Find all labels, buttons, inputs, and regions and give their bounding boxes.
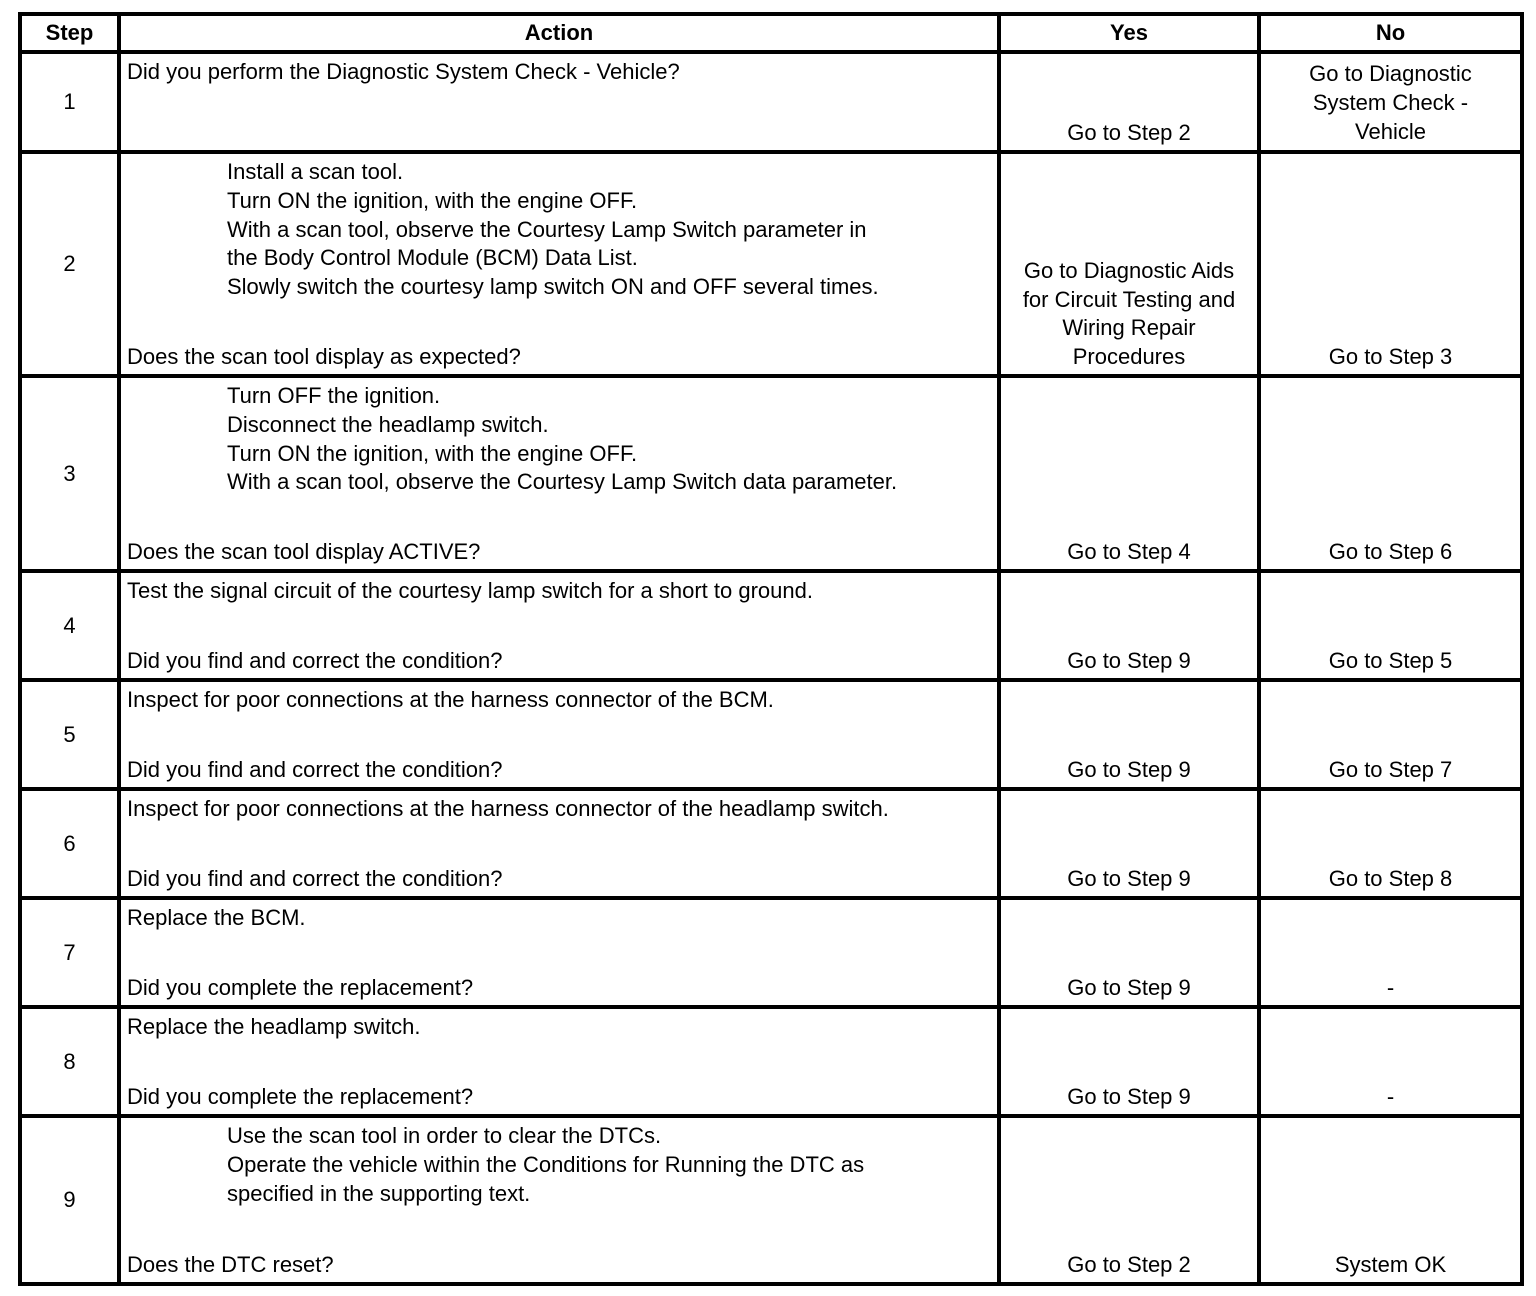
action-instruction: Inspect for poor connections at the harness connector of the BCM. [127, 687, 774, 712]
no-line: - [1386, 1084, 1395, 1110]
instruction-line: With a scan tool, observe the Courtesy Lamp Switch data parameter. [227, 469, 898, 495]
step-number: 6 [20, 789, 119, 898]
step-number: 2 [20, 152, 119, 376]
action-content [121, 378, 997, 569]
action-cell [119, 376, 999, 571]
action-instruction: Replace the BCM. [127, 905, 306, 930]
yes-line: Go to Diagnostic Aids [1023, 257, 1235, 283]
action-instructions [127, 382, 991, 497]
instruction-line: Operate the vehicle within the Conditions for Running the DTC as [227, 1151, 865, 1177]
yes-cell [999, 680, 1259, 789]
action-cell [119, 1007, 999, 1116]
step-number: 1 [20, 52, 119, 152]
action-instruction: Inspect for poor connections at the harness connector of the headlamp switch. [127, 796, 889, 821]
action-question: Did you find and correct the condition? [127, 648, 503, 674]
yes-line: Go to Step 2 [1067, 120, 1191, 146]
action-content [121, 54, 997, 150]
header-yes: Yes [999, 14, 1259, 52]
no-line: - [1386, 975, 1395, 1001]
action-question: Did you complete the replacement? [127, 975, 474, 1001]
no-cell [1259, 571, 1522, 680]
yes-line: Go to Step 4 [1067, 539, 1191, 565]
action-instruction: Test the signal circuit of the courtesy lamp switch for a short to ground. [127, 578, 813, 603]
yes-line: Go to Step 9 [1067, 1084, 1191, 1110]
yes-line: Go to Step 9 [1067, 648, 1191, 674]
action-question: Did you complete the replacement? [127, 1084, 474, 1110]
no-line: System OK [1334, 1252, 1447, 1278]
no-cell [1259, 1116, 1522, 1284]
table-row [20, 571, 1522, 680]
instruction-line: Turn ON the ignition, with the engine OFF. [227, 440, 638, 466]
instruction-line: Turn ON the ignition, with the engine OFF. [227, 187, 638, 213]
action-question: Does the scan tool display as expected? [127, 344, 521, 370]
table-row [20, 52, 1522, 152]
yes-cell [999, 898, 1259, 1007]
no-line: Go to Step 6 [1328, 539, 1453, 565]
header-step: Step [20, 14, 119, 52]
action-cell [119, 789, 999, 898]
no-cell [1259, 152, 1522, 376]
step-number: 3 [20, 376, 119, 571]
yes-line: Go to Step 9 [1067, 975, 1191, 1001]
no-line: Go to Step 3 [1328, 344, 1453, 370]
action-question: Did you find and correct the condition? [127, 866, 503, 892]
table-row [20, 1116, 1522, 1284]
no-line: Vehicle [1355, 118, 1426, 144]
action-instructions [127, 1122, 991, 1208]
instruction-line: Install a scan tool. [227, 159, 404, 184]
no-cell [1259, 1007, 1522, 1116]
action-question: Did you find and correct the condition? [127, 757, 503, 783]
action-question: Did you perform the Diagnostic System Check - Vehicle? [127, 59, 680, 84]
step-number: 7 [20, 898, 119, 1007]
no-cell [1259, 680, 1522, 789]
action-instructions [127, 158, 991, 302]
table-row [20, 680, 1522, 789]
no-line: Go to Step 5 [1328, 648, 1453, 674]
action-cell [119, 571, 999, 680]
table-row [20, 898, 1522, 1007]
yes-line: Go to Step 9 [1067, 757, 1191, 783]
instruction-line: Slowly switch the courtesy lamp switch ON and OFF several times. [227, 274, 879, 300]
yes-cell [999, 52, 1259, 152]
step-number: 5 [20, 680, 119, 789]
instruction-line: Use the scan tool in order to clear the DTCs. [227, 1123, 662, 1148]
action-cell [119, 52, 999, 152]
step-number: 9 [20, 1116, 119, 1284]
action-question: Does the DTC reset? [127, 1252, 334, 1278]
action-cell [119, 152, 999, 376]
yes-line: Go to Step 2 [1067, 1252, 1191, 1278]
step-number: 8 [20, 1007, 119, 1116]
yes-cell [999, 1116, 1259, 1284]
no-cell [1259, 898, 1522, 1007]
action-cell [119, 898, 999, 1007]
action-instruction: Replace the headlamp switch. [127, 1014, 421, 1039]
yes-cell [999, 376, 1259, 571]
instruction-line: With a scan tool, observe the Courtesy Lamp Switch parameter in [227, 216, 867, 242]
yes-cell [999, 789, 1259, 898]
action-content [121, 154, 997, 374]
diagnostic-table [18, 12, 1524, 1286]
yes-line: Wiring Repair [1062, 315, 1196, 341]
action-content [121, 1118, 997, 1282]
action-cell [119, 1116, 999, 1284]
step-number: 4 [20, 571, 119, 680]
instruction-line: the Body Control Module (BCM) Data List. [227, 245, 638, 271]
no-line: System Check - [1312, 89, 1469, 115]
no-cell [1259, 789, 1522, 898]
instruction-line: specified in the supporting text. [227, 1180, 531, 1206]
no-line: Go to Diagnostic [1309, 61, 1472, 86]
yes-line: Go to Step 9 [1067, 866, 1191, 892]
action-question: Does the scan tool display ACTIVE? [127, 539, 481, 565]
header-row [20, 14, 1522, 52]
action-content [121, 1009, 997, 1114]
action-content [121, 573, 997, 678]
no-line: Go to Step 8 [1328, 866, 1453, 892]
no-line: Go to Step 7 [1328, 757, 1453, 783]
header-action: Action [119, 14, 999, 52]
action-content [121, 682, 997, 787]
table-body [20, 52, 1522, 1284]
table-row [20, 376, 1522, 571]
table-row [20, 152, 1522, 376]
action-content [121, 791, 997, 896]
table-row [20, 789, 1522, 898]
yes-line: Procedures [1072, 344, 1186, 370]
action-content [121, 900, 997, 1005]
header-no: No [1259, 14, 1522, 52]
no-cell [1259, 376, 1522, 571]
yes-line: for Circuit Testing and [1022, 286, 1236, 312]
action-cell [119, 680, 999, 789]
yes-cell [999, 1007, 1259, 1116]
yes-cell [999, 152, 1259, 376]
instruction-line: Turn OFF the ignition. [227, 383, 441, 408]
instruction-line: Disconnect the headlamp switch. [227, 411, 549, 437]
table-row [20, 1007, 1522, 1116]
yes-cell [999, 571, 1259, 680]
no-cell [1259, 52, 1522, 152]
